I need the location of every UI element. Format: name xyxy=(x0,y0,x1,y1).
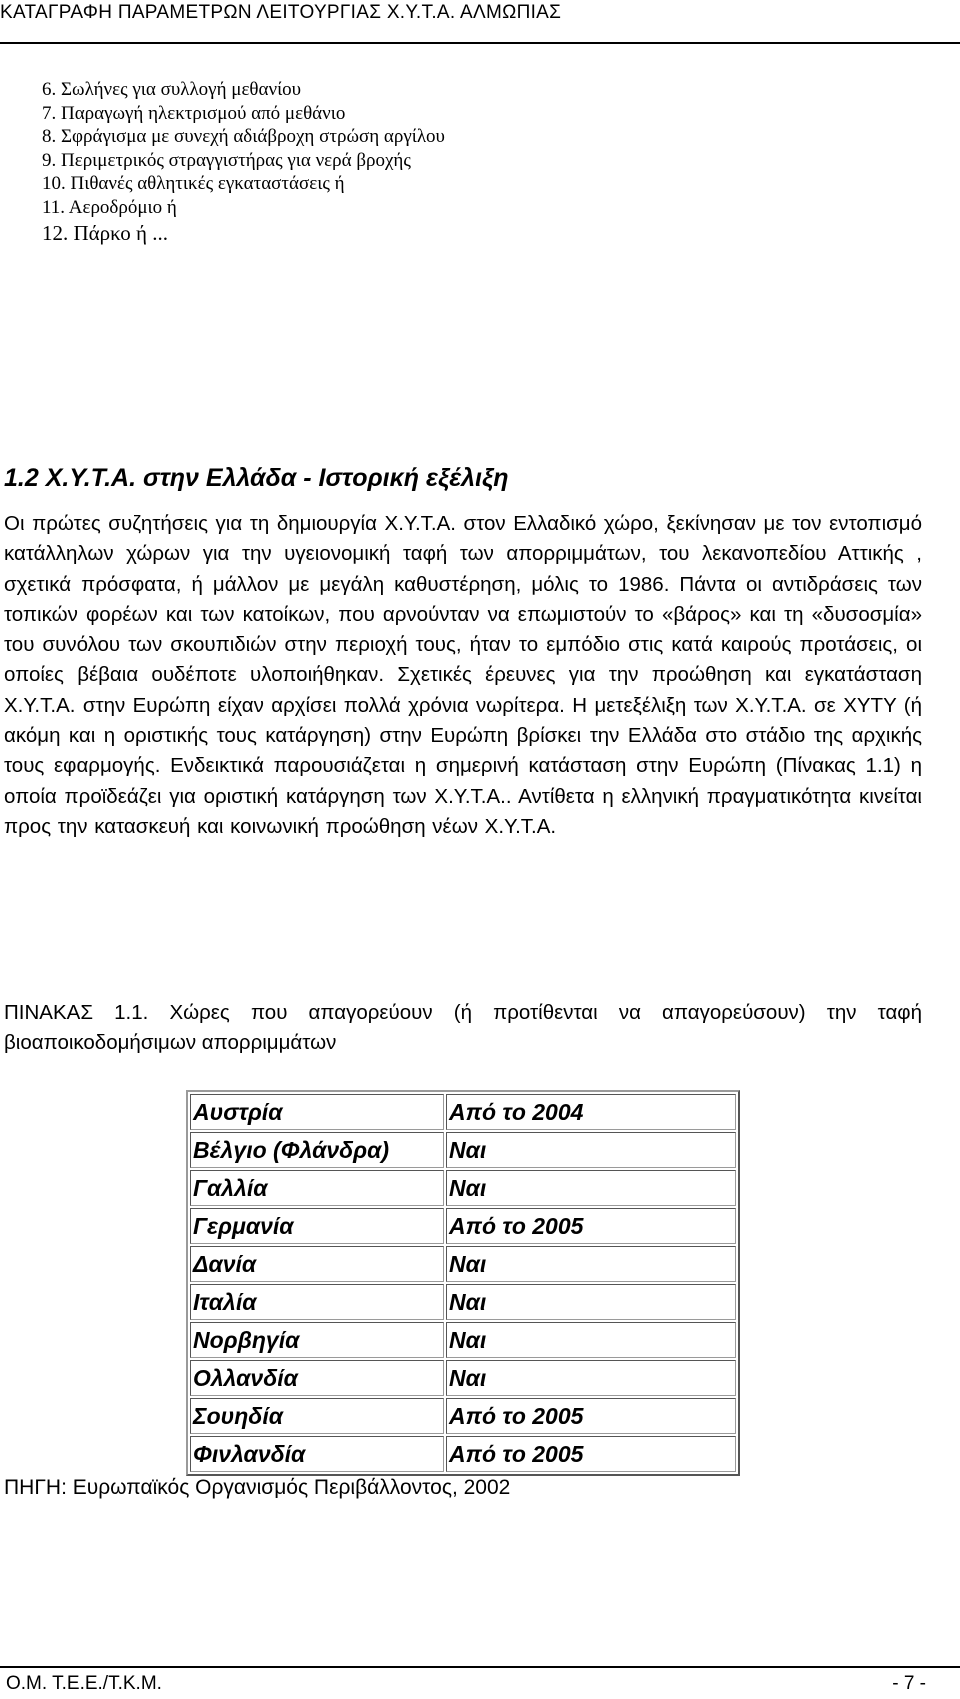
status-cell: Από το 2004 xyxy=(446,1094,736,1130)
table-row xyxy=(190,1322,736,1358)
running-header: ΚΑΤΑΓΡΑΦΗ ΠΑΡΑΜΕΤΡΩΝ ΛΕΙΤΟΥΡΓΙΑΣ Χ.Υ.Τ.Α. ΑΛΜΩΠΙΑΣ xyxy=(0,2,562,23)
table-row xyxy=(190,1436,736,1472)
country-cell: Γαλλία xyxy=(190,1170,444,1206)
status-cell: Από το 2005 xyxy=(446,1398,736,1434)
numbered-list xyxy=(42,78,445,246)
country-cell: Ιταλία xyxy=(190,1284,444,1320)
country-cell: Νορβηγία xyxy=(190,1322,444,1358)
table-row xyxy=(190,1284,736,1320)
list-item: 11. Αεροδρόμιο ή xyxy=(42,196,177,218)
status-cell: Ναι xyxy=(446,1284,736,1320)
table-row xyxy=(190,1246,736,1282)
country-cell: Αυστρία xyxy=(190,1094,444,1130)
header-divider xyxy=(0,42,960,44)
status-cell: Ναι xyxy=(446,1246,736,1282)
table-row xyxy=(190,1398,736,1434)
table-caption: ΠΙΝΑΚΑΣ 1.1. Χώρες που απαγορεύουν (ή προτίθενται να απαγορεύσουν) την ταφή βιοαποικοδομήσιμων απορριμμάτων xyxy=(4,1001,922,1054)
table-row xyxy=(190,1208,736,1244)
status-cell: Ναι xyxy=(446,1132,736,1168)
list-item: 10. Πιθανές αθλητικές εγκαταστάσεις ή xyxy=(42,173,345,195)
status-cell: Ναι xyxy=(446,1322,736,1358)
table-row xyxy=(190,1094,736,1130)
table-row xyxy=(190,1360,736,1396)
table-row xyxy=(190,1170,736,1206)
list-item: 9. Περιμετρικός στραγγιστήρας για νερά βροχής xyxy=(42,149,411,171)
country-cell: Γερμανία xyxy=(190,1208,444,1244)
list-item: 6. Σωλήνες για συλλογή μεθανίου xyxy=(42,79,302,100)
country-cell: Ολλανδία xyxy=(190,1360,444,1396)
country-table xyxy=(186,1090,740,1476)
status-cell: Ναι xyxy=(446,1170,736,1206)
footer-organization: Ο.Μ. Τ.Ε.Ε./Τ.Κ.Μ. xyxy=(6,1673,162,1694)
table-source: ΠΗΓΗ: Ευρωπαϊκός Οργανισμός Περιβάλλοντος, 2002 xyxy=(4,1476,511,1499)
status-cell: Ναι xyxy=(446,1360,736,1396)
list-item: 8. Σφράγισμα με συνεχή αδιάβροχη στρώση αργίλου xyxy=(42,126,445,148)
country-cell: Σουηδία xyxy=(190,1398,444,1434)
status-cell: Από το 2005 xyxy=(446,1208,736,1244)
list-item: 7. Παραγωγή ηλεκτρισμού από μεθάνιο xyxy=(42,102,346,124)
page-number: - 7 - xyxy=(892,1673,926,1694)
country-cell: Βέλγιο (Φλάνδρα) xyxy=(190,1132,444,1168)
country-cell: Δανία xyxy=(190,1246,444,1282)
body-paragraph: Οι πρώτες συζητήσεις για τη δημιουργία Χ.Υ.Τ.Α. στον Ελλαδικό χώρο, ξεκίνησαν με τον εντοπισμό κατάλληλων χώρων για την υγειονομική ταφή των απορριμμάτων, του λεκανοπεδίου Αττικής , σχετικά πρόσφατα, ή μάλλον με μεγάλη καθυστέρηση, μόλις το 1986. Πάντα οι αντιδράσεις των τοπικών φορέων και των κατοίκων, που αρνούνταν να επωμιστούν το «βάρος» και τη «δυσοσμία» του συνόλου των σκουπιδιών στην περιοχή τους, ήταν το εμπόδιο στις κατά καιρούς προτάσεις, οι οποίες βέβαια ουδέποτε υλοποιήθηκαν. Σχετικές έρευνες για την προώθηση και εγκατάσταση Χ.Υ.Τ.Α. στην Ευρώπη είχαν αρχίσει πολλά χρόνια νωρίτερα. Η μετεξέλιξη των Χ.Υ.Τ.Α. σε ΧΥΤΥ (ή ακόμη και η οριστικής τους κατάργηση) στην Ευρώπη βρίσκει την Ελλάδα στο στάδιο της αρχικής τους εφαρμογής. Ενδεικτικά παρουσιάζεται η σημερινή κατάσταση στην Ευρώπη (Πίνακας 1.1) η οποία προϊδεάζει για οριστική κατάργηση των Χ.Υ.Τ.Α.. Αντίθετα η ελληνική πραγματικότητα κινείται προς την κατασκευή και κοινωνική προώθηση νέων Χ.Υ.Τ.Α. xyxy=(4,512,922,838)
country-cell: Φινλανδία xyxy=(190,1436,444,1472)
footer-divider xyxy=(0,1666,960,1668)
list-item: 12. Πάρκο ή ... xyxy=(42,220,168,245)
table-row xyxy=(190,1132,736,1168)
section-heading: 1.2 Χ.Υ.Τ.Α. στην Ελλάδα - Ιστορική εξέλιξη xyxy=(4,464,509,492)
status-cell: Από το 2005 xyxy=(446,1436,736,1472)
